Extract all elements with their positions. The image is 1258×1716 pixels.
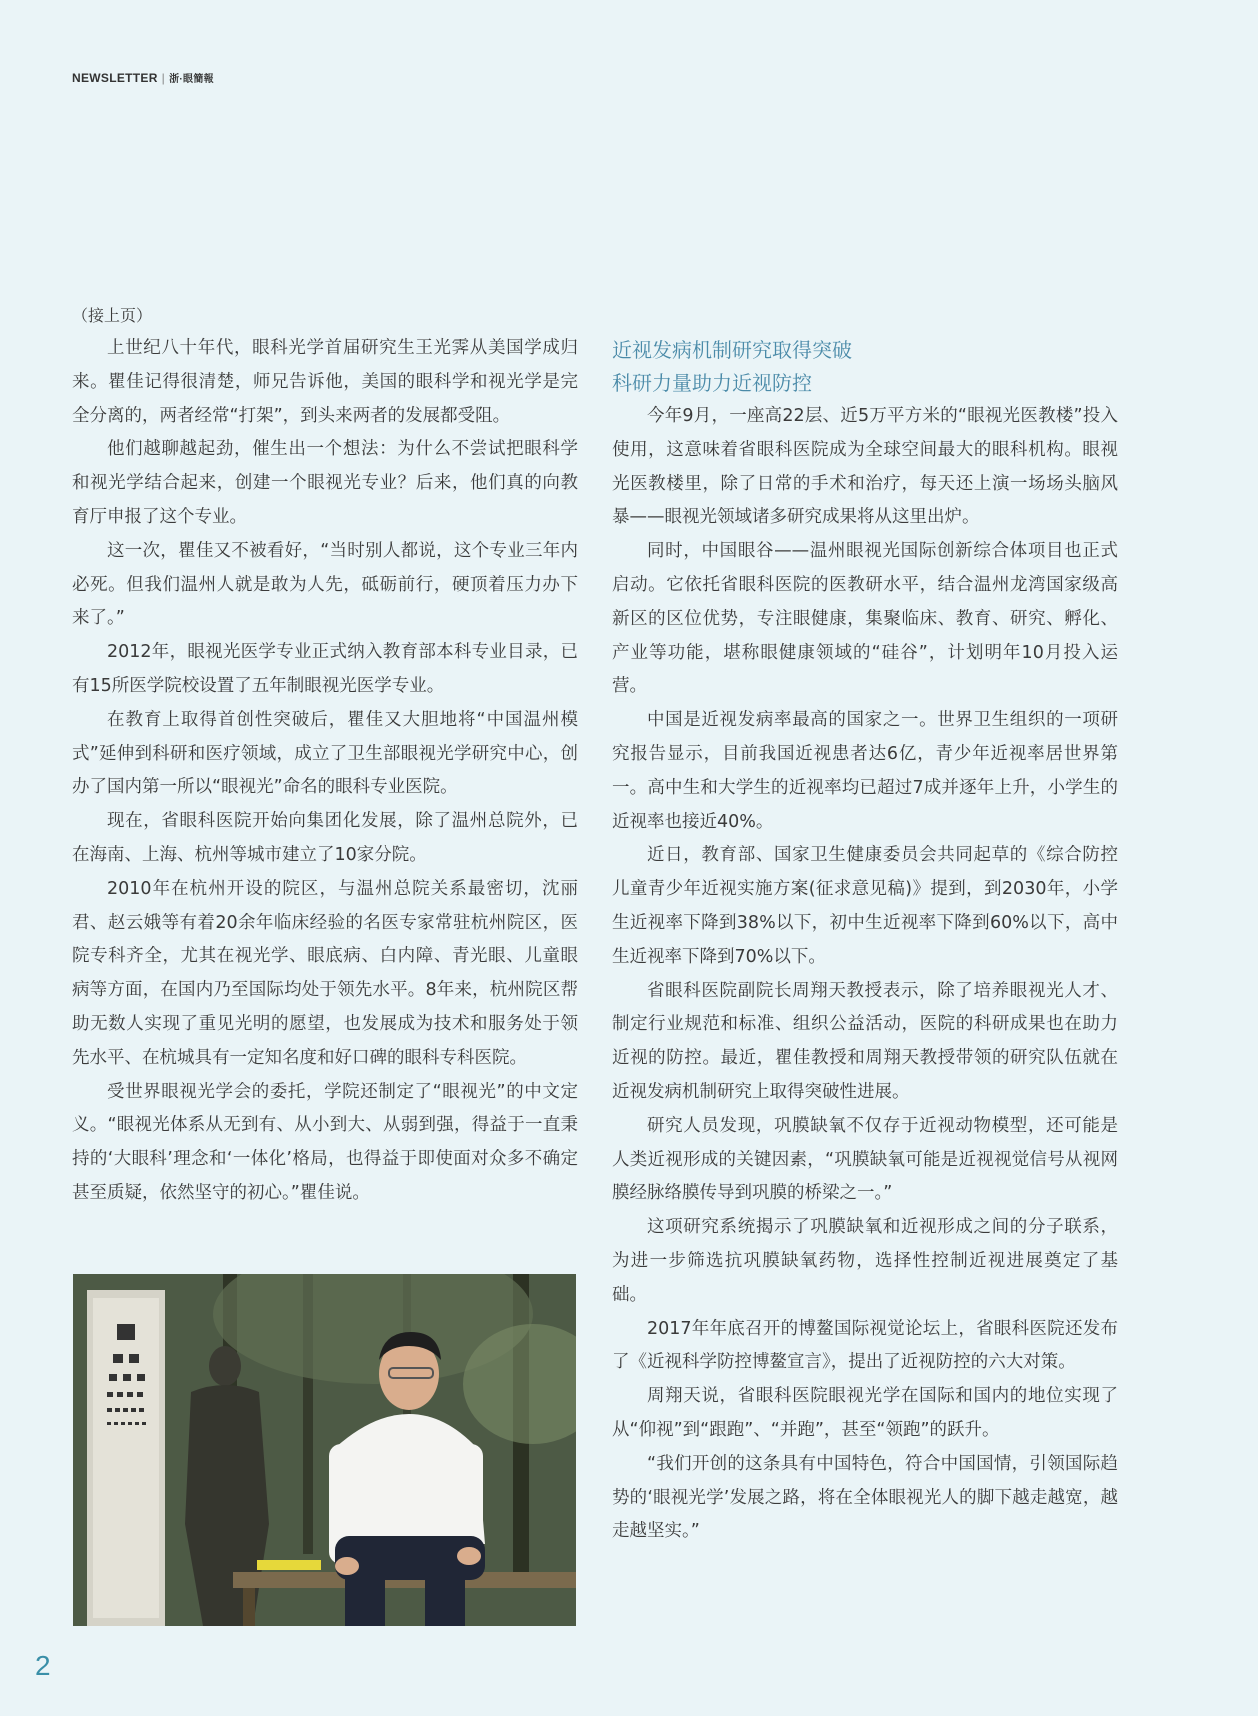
- paragraph: 近日，教育部、国家卫生健康委员会共同起草的《综合防控儿童青少年近视实施方案(征求意见稿)》提到，到2030年，小学生近视率下降到38%以下，初中生近视率下降到60%以下，高中生近视率下降到70%以下。: [612, 845, 1118, 967]
- paragraph: 在教育上取得首创性突破后，瞿佳又大胆地将“中国温州模式”延伸到科研和医疗领域，成立了卫生部眼视光学研究中心，创办了国内第一所以“眼视光”命名的眼科专业医院。: [72, 709, 578, 798]
- paragraph: 受世界眼视光学会的委托，学院还制定了“眼视光”的中文定义。“眼视光体系从无到有、从小到大、从弱到强，得益于一直秉持的‘大眼科’理念和‘一体化’格局，也得益于即使面对众多不确定甚至质疑，依然坚守的初心。”瞿佳说。: [72, 1081, 578, 1203]
- newsletter-label: NEWSLETTER: [72, 71, 158, 85]
- header-separator: |: [161, 71, 166, 85]
- paragraph: 中国是近视发病率最高的国家之一。世界卫生组织的一项研究报告显示，目前我国近视患者达6亿，青少年近视率居世界第一。高中生和大学生的近视率均已超过7成并逐年上升，小学生的近视率也接近40%。: [612, 710, 1118, 832]
- continued-note: （接上页）: [72, 306, 153, 325]
- paragraph: 今年9月，一座高22层、近5万平方米的“眼视光医教楼”投入使用，这意味着省眼科医院成为全球空间最大的眼科机构。眼视光医教楼里，除了日常的手术和治疗，每天还上演一场场头脑风暴——眼视光领域诸多研究成果将从这里出炉。: [612, 406, 1118, 528]
- paragraph: “我们开创的这条具有中国特色，符合中国国情，引领国际趋势的‘眼视光学’发展之路，将在全体眼视光人的脚下越走越宽，越走越坚实。”: [612, 1453, 1118, 1542]
- paragraph: 他们越聊越起劲，催生出一个想法：为什么不尝试把眼科学和视光学结合起来，创建一个眼视光专业？后来，他们真的向教育厅申报了这个专业。: [72, 439, 578, 527]
- newsletter-header: [72, 70, 214, 85]
- paragraph: 2010年在杭州开设的院区，与温州总院关系最密切，沈丽君、赵云娥等有着20余年临床经验的名医专家常驻杭州院区，医院专科齐全，尤其在视光学、眼底病、白内障、青光眼、儿童眼病等方面，在国内乃至国际均处于领先水平。8年来，杭州院区帮助无数人实现了重见光明的愿望，也发展成为技术和服务处于领先水平、在杭城具有一定知名度和好口碑的眼科专科医院。: [72, 878, 578, 1068]
- portrait-illustration: [73, 1274, 576, 1626]
- page-number: 2: [35, 1650, 51, 1681]
- paragraph: 省眼科医院副院长周翔天教授表示，除了培养眼视光人才、制定行业规范和标准、组织公益活动，医院的科研成果也在助力近视的防控。最近，瞿佳教授和周翔天教授带领的研究队伍就在近视发病机制研究上取得突破性进展。: [612, 980, 1118, 1102]
- portrait-photo: [73, 1274, 576, 1626]
- paragraph: 研究人员发现，巩膜缺氧不仅存于近视动物模型，还可能是人类近视形成的关键因素，“巩膜缺氧可能是近视视觉信号从视网膜经脉络膜传导到巩膜的桥梁之一。”: [612, 1115, 1118, 1204]
- paragraph: 2017年年底召开的博鳌国际视觉论坛上，省眼科医院还发布了《近视科学防控博鳌宣言》，提出了近视防控的六大对策。: [612, 1318, 1118, 1373]
- section-title: 近视发病机制研究取得突破: [612, 338, 852, 362]
- paragraph: 同时，中国眼谷——温州眼视光国际创新综合体项目也正式启动。它依托省眼科医院的医教研水平，结合温州龙湾国家级高新区的区位优势，专注眼健康，集聚临床、教育、研究、孵化、产业等功能，堪称眼健康领域的“硅谷”，计划明年10月投入运营。: [612, 541, 1118, 697]
- paragraph: 2012年，眼视光医学专业正式纳入教育部本科专业目录，已有15所医学院校设置了五年制眼视光医学专业。: [72, 642, 578, 696]
- left-column: [72, 302, 578, 1211]
- paragraph: 这一次，瞿佳又不被看好，“当时别人都说，这个专业三年内必死。但我们温州人就是敢为人先，砥砺前行，硬顶着压力办下来了。”: [72, 540, 578, 629]
- paragraph: 现在，省眼科医院开始向集团化发展，除了温州总院外，已在海南、上海、杭州等城市建立了10家分院。: [72, 811, 578, 865]
- publication-name: 浙·眼簡報: [169, 74, 214, 85]
- section-subtitle: 科研力量助力近视防控: [612, 371, 812, 395]
- paragraph: 周翔天说，省眼科医院眼视光学在国际和国内的地位实现了从“仰视”到“跟跑”、“并跑”，甚至“领跑”的跃升。: [612, 1386, 1118, 1440]
- paragraph: 上世纪八十年代，眼科光学首届研究生王光霁从美国学成归来。瞿佳记得很清楚，师兄告诉他，美国的眼科学和视光学是完全分离的，两者经常“打架”，到头来两者的发展都受阻。: [72, 338, 578, 426]
- right-column: [612, 334, 1118, 1549]
- paragraph: 这项研究系统揭示了巩膜缺氧和近视形成之间的分子联系，为进一步筛选抗巩膜缺氧药物，选择性控制近视进展奠定了基础。: [612, 1217, 1118, 1305]
